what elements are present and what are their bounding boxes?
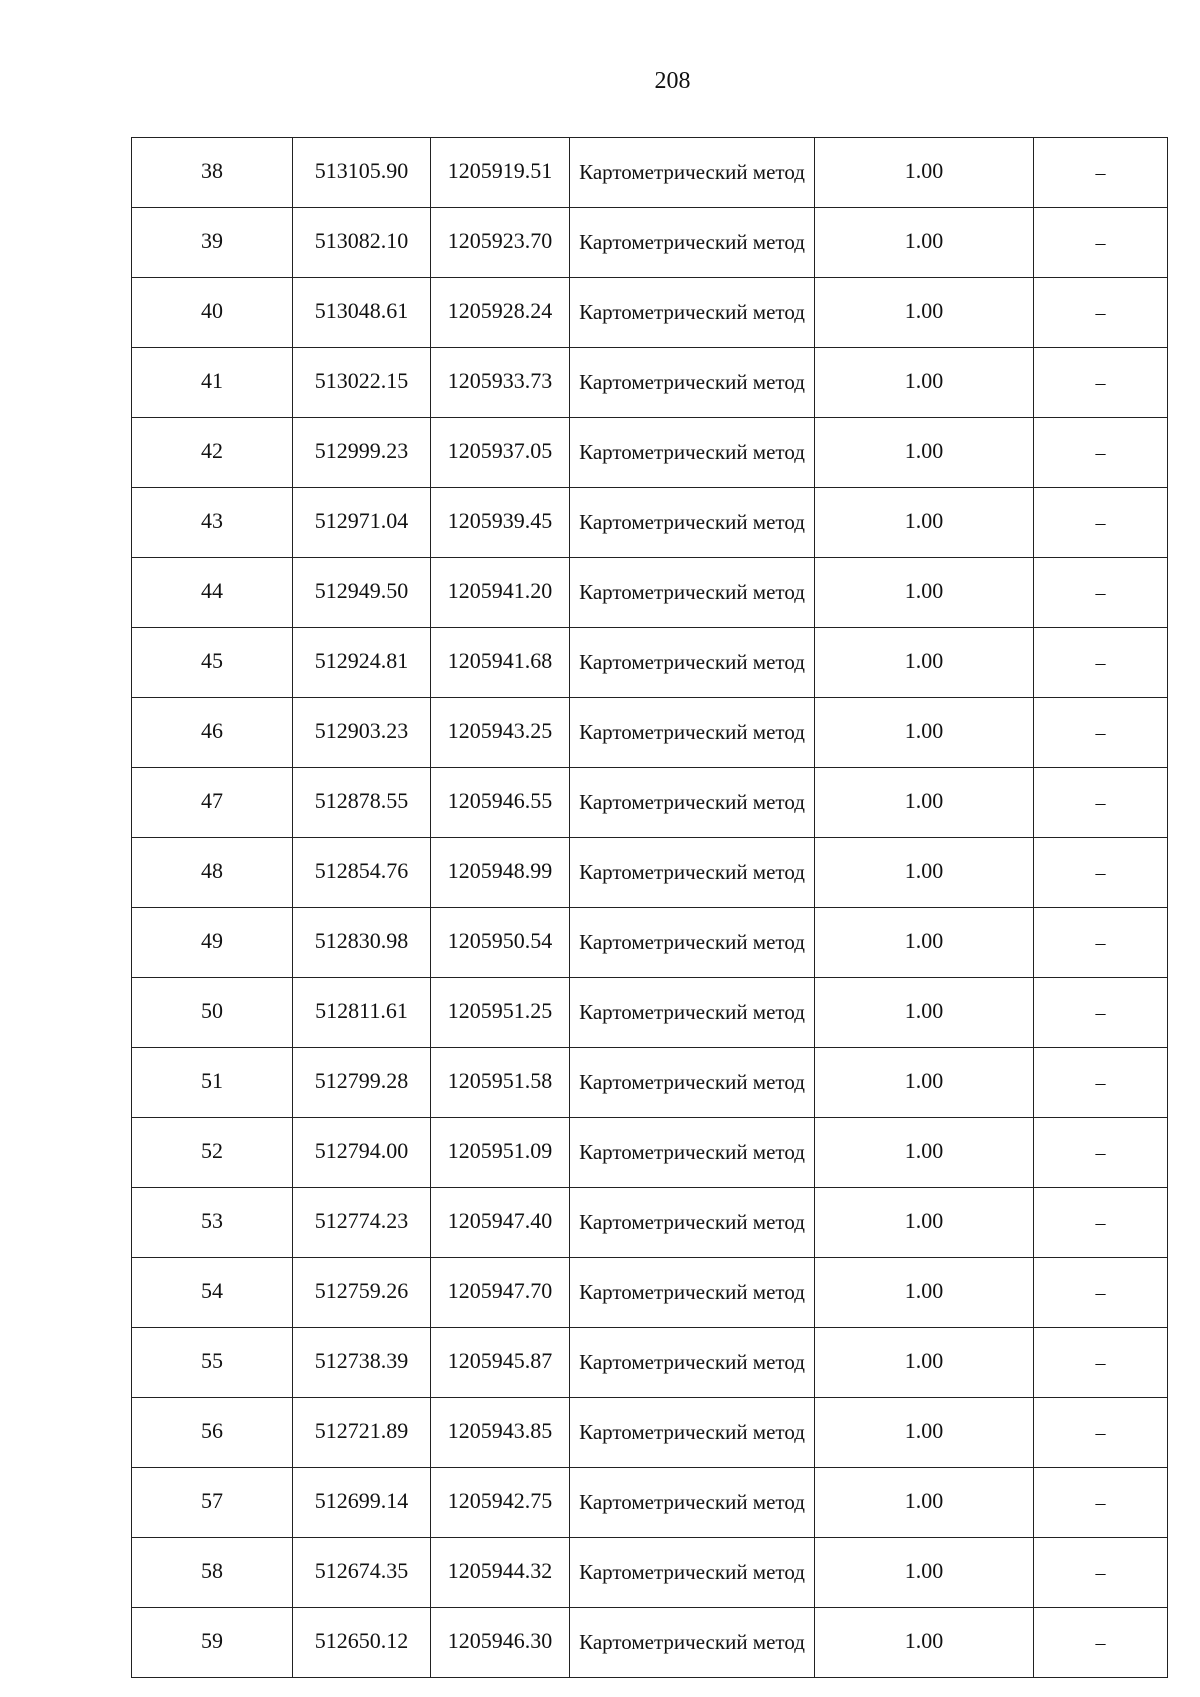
point-number-cell: 52 — [132, 1118, 293, 1188]
x-coordinate-cell: 512738.39 — [293, 1328, 431, 1398]
point-number-cell: 38 — [132, 138, 293, 208]
x-coordinate-cell: 513105.90 — [293, 138, 431, 208]
accuracy-cell: 1.00 — [815, 558, 1034, 628]
x-coordinate-cell: 512854.76 — [293, 838, 431, 908]
point-number-cell: 59 — [132, 1608, 293, 1678]
note-cell: – — [1034, 1328, 1168, 1398]
table-row — [132, 1468, 1168, 1538]
method-cell: Картометрический метод — [570, 1398, 815, 1468]
x-coordinate-cell: 512830.98 — [293, 908, 431, 978]
x-coordinate-cell: 512721.89 — [293, 1398, 431, 1468]
x-coordinate-cell: 513022.15 — [293, 348, 431, 418]
method-cell: Картометрический метод — [570, 698, 815, 768]
accuracy-cell: 1.00 — [815, 978, 1034, 1048]
x-coordinate-cell: 512759.26 — [293, 1258, 431, 1328]
x-coordinate-cell: 512674.35 — [293, 1538, 431, 1608]
method-cell: Картометрический метод — [570, 1188, 815, 1258]
x-coordinate-cell: 513082.10 — [293, 208, 431, 278]
y-coordinate-cell: 1205943.25 — [431, 698, 570, 768]
y-coordinate-cell: 1205943.85 — [431, 1398, 570, 1468]
note-cell: – — [1034, 488, 1168, 558]
accuracy-cell: 1.00 — [815, 768, 1034, 838]
note-cell: – — [1034, 1048, 1168, 1118]
note-cell: – — [1034, 208, 1168, 278]
accuracy-cell: 1.00 — [815, 1608, 1034, 1678]
point-number-cell: 49 — [132, 908, 293, 978]
note-cell: – — [1034, 1468, 1168, 1538]
page-number: 208 — [654, 68, 691, 94]
y-coordinate-cell: 1205951.09 — [431, 1118, 570, 1188]
y-coordinate-cell: 1205928.24 — [431, 278, 570, 348]
table-row — [132, 1048, 1168, 1118]
point-number-cell: 44 — [132, 558, 293, 628]
point-number-cell: 42 — [132, 418, 293, 488]
y-coordinate-cell: 1205947.40 — [431, 1188, 570, 1258]
y-coordinate-cell: 1205941.68 — [431, 628, 570, 698]
x-coordinate-cell: 512971.04 — [293, 488, 431, 558]
note-cell: – — [1034, 698, 1168, 768]
y-coordinate-cell: 1205950.54 — [431, 908, 570, 978]
x-coordinate-cell: 512794.00 — [293, 1118, 431, 1188]
method-cell: Картометрический метод — [570, 418, 815, 488]
point-number-cell: 55 — [132, 1328, 293, 1398]
x-coordinate-cell: 512999.23 — [293, 418, 431, 488]
point-number-cell: 57 — [132, 1468, 293, 1538]
table-row — [132, 1608, 1168, 1678]
y-coordinate-cell: 1205919.51 — [431, 138, 570, 208]
accuracy-cell: 1.00 — [815, 1468, 1034, 1538]
table-row — [132, 838, 1168, 908]
note-cell: – — [1034, 278, 1168, 348]
y-coordinate-cell: 1205946.30 — [431, 1608, 570, 1678]
y-coordinate-cell: 1205946.55 — [431, 768, 570, 838]
method-cell: Картометрический метод — [570, 138, 815, 208]
table-row — [132, 278, 1168, 348]
note-cell: – — [1034, 1608, 1168, 1678]
table-row — [132, 908, 1168, 978]
method-cell: Картометрический метод — [570, 908, 815, 978]
point-number-cell: 53 — [132, 1188, 293, 1258]
method-cell: Картометрический метод — [570, 1608, 815, 1678]
table-body — [132, 138, 1168, 1678]
accuracy-cell: 1.00 — [815, 278, 1034, 348]
x-coordinate-cell: 512774.23 — [293, 1188, 431, 1258]
method-cell: Картометрический метод — [570, 628, 815, 698]
y-coordinate-cell: 1205944.32 — [431, 1538, 570, 1608]
table-row — [132, 1538, 1168, 1608]
table-row — [132, 208, 1168, 278]
note-cell: – — [1034, 348, 1168, 418]
x-coordinate-cell: 513048.61 — [293, 278, 431, 348]
note-cell: – — [1034, 768, 1168, 838]
point-number-cell: 39 — [132, 208, 293, 278]
point-number-cell: 56 — [132, 1398, 293, 1468]
point-number-cell: 58 — [132, 1538, 293, 1608]
method-cell: Картометрический метод — [570, 1048, 815, 1118]
method-cell: Картометрический метод — [570, 978, 815, 1048]
accuracy-cell: 1.00 — [815, 1328, 1034, 1398]
x-coordinate-cell: 512699.14 — [293, 1468, 431, 1538]
point-number-cell: 51 — [132, 1048, 293, 1118]
note-cell: – — [1034, 908, 1168, 978]
table-row — [132, 558, 1168, 628]
y-coordinate-cell: 1205942.75 — [431, 1468, 570, 1538]
y-coordinate-cell: 1205937.05 — [431, 418, 570, 488]
x-coordinate-cell: 512878.55 — [293, 768, 431, 838]
table-row — [132, 418, 1168, 488]
method-cell: Картометрический метод — [570, 278, 815, 348]
accuracy-cell: 1.00 — [815, 1188, 1034, 1258]
accuracy-cell: 1.00 — [815, 348, 1034, 418]
method-cell: Картометрический метод — [570, 1538, 815, 1608]
method-cell: Картометрический метод — [570, 1468, 815, 1538]
method-cell: Картометрический метод — [570, 1118, 815, 1188]
accuracy-cell: 1.00 — [815, 908, 1034, 978]
table-row — [132, 138, 1168, 208]
accuracy-cell: 1.00 — [815, 1258, 1034, 1328]
note-cell: – — [1034, 418, 1168, 488]
x-coordinate-cell: 512650.12 — [293, 1608, 431, 1678]
accuracy-cell: 1.00 — [815, 208, 1034, 278]
point-number-cell: 41 — [132, 348, 293, 418]
x-coordinate-cell: 512903.23 — [293, 698, 431, 768]
point-number-cell: 46 — [132, 698, 293, 768]
point-number-cell: 43 — [132, 488, 293, 558]
accuracy-cell: 1.00 — [815, 628, 1034, 698]
point-number-cell: 47 — [132, 768, 293, 838]
point-number-cell: 40 — [132, 278, 293, 348]
accuracy-cell: 1.00 — [815, 138, 1034, 208]
note-cell: – — [1034, 1538, 1168, 1608]
note-cell: – — [1034, 138, 1168, 208]
table-row — [132, 768, 1168, 838]
table-row — [132, 1258, 1168, 1328]
table-row — [132, 488, 1168, 558]
y-coordinate-cell: 1205933.73 — [431, 348, 570, 418]
accuracy-cell: 1.00 — [815, 698, 1034, 768]
y-coordinate-cell: 1205939.45 — [431, 488, 570, 558]
method-cell: Картометрический метод — [570, 768, 815, 838]
accuracy-cell: 1.00 — [815, 488, 1034, 558]
table-row — [132, 1118, 1168, 1188]
point-number-cell: 45 — [132, 628, 293, 698]
note-cell: – — [1034, 558, 1168, 628]
note-cell: – — [1034, 1398, 1168, 1468]
table-row — [132, 698, 1168, 768]
method-cell: Картометрический метод — [570, 558, 815, 628]
method-cell: Картометрический метод — [570, 488, 815, 558]
y-coordinate-cell: 1205951.25 — [431, 978, 570, 1048]
accuracy-cell: 1.00 — [815, 418, 1034, 488]
x-coordinate-cell: 512949.50 — [293, 558, 431, 628]
method-cell: Картометрический метод — [570, 1258, 815, 1328]
accuracy-cell: 1.00 — [815, 1398, 1034, 1468]
x-coordinate-cell: 512811.61 — [293, 978, 431, 1048]
table-row — [132, 1398, 1168, 1468]
y-coordinate-cell: 1205948.99 — [431, 838, 570, 908]
y-coordinate-cell: 1205923.70 — [431, 208, 570, 278]
y-coordinate-cell: 1205941.20 — [431, 558, 570, 628]
coordinates-table — [131, 137, 1168, 1678]
accuracy-cell: 1.00 — [815, 1118, 1034, 1188]
accuracy-cell: 1.00 — [815, 1048, 1034, 1118]
note-cell: – — [1034, 978, 1168, 1048]
point-number-cell: 50 — [132, 978, 293, 1048]
method-cell: Картометрический метод — [570, 1328, 815, 1398]
table-row — [132, 628, 1168, 698]
note-cell: – — [1034, 1118, 1168, 1188]
point-number-cell: 48 — [132, 838, 293, 908]
table-row — [132, 978, 1168, 1048]
note-cell: – — [1034, 1258, 1168, 1328]
table-row — [132, 348, 1168, 418]
x-coordinate-cell: 512799.28 — [293, 1048, 431, 1118]
accuracy-cell: 1.00 — [815, 838, 1034, 908]
method-cell: Картометрический метод — [570, 838, 815, 908]
note-cell: – — [1034, 628, 1168, 698]
x-coordinate-cell: 512924.81 — [293, 628, 431, 698]
table-row — [132, 1328, 1168, 1398]
method-cell: Картометрический метод — [570, 348, 815, 418]
point-number-cell: 54 — [132, 1258, 293, 1328]
y-coordinate-cell: 1205945.87 — [431, 1328, 570, 1398]
note-cell: – — [1034, 838, 1168, 908]
y-coordinate-cell: 1205951.58 — [431, 1048, 570, 1118]
method-cell: Картометрический метод — [570, 208, 815, 278]
y-coordinate-cell: 1205947.70 — [431, 1258, 570, 1328]
accuracy-cell: 1.00 — [815, 1538, 1034, 1608]
table-row — [132, 1188, 1168, 1258]
note-cell: – — [1034, 1188, 1168, 1258]
